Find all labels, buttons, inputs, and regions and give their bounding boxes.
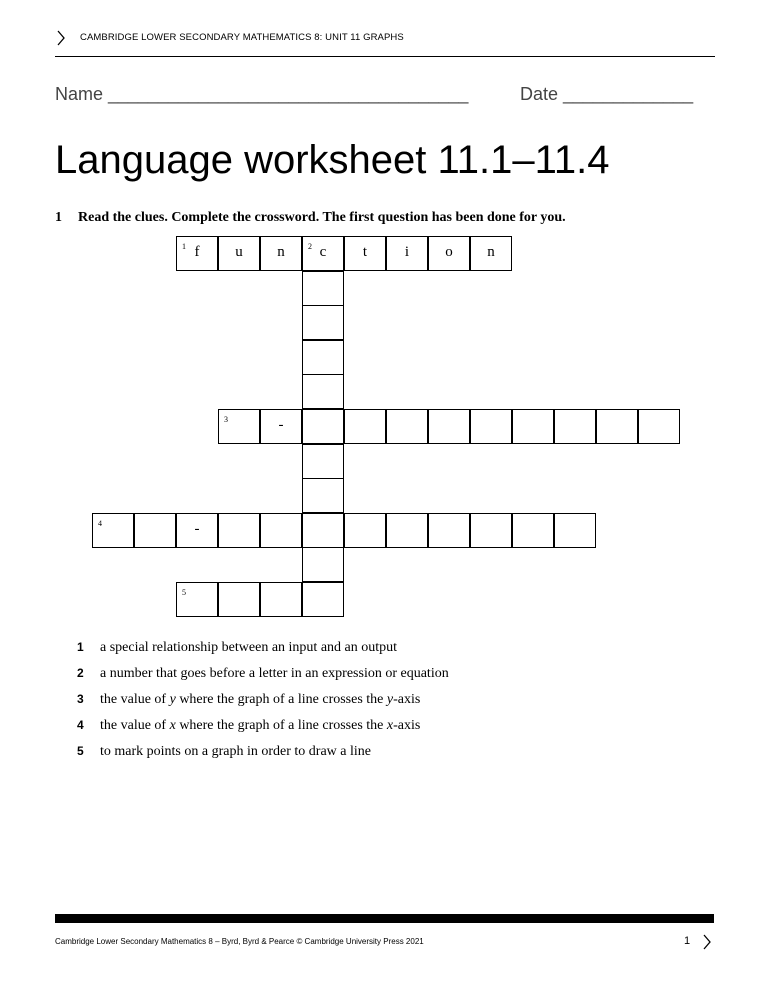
cell-clue-number: 4 <box>98 519 102 528</box>
clue-number: 5 <box>77 744 84 758</box>
crossword-cell[interactable] <box>512 513 554 548</box>
cell-letter: t <box>362 244 368 260</box>
crossword-cell[interactable] <box>302 444 344 479</box>
cell-clue-number: 1 <box>182 242 186 251</box>
crossword-cell[interactable] <box>218 236 260 271</box>
crossword-cell[interactable] <box>512 409 554 444</box>
crossword-cell[interactable] <box>218 513 260 548</box>
next-page-chevron-icon[interactable] <box>702 934 712 950</box>
crossword-cell[interactable] <box>470 409 512 444</box>
crossword-cell[interactable] <box>386 409 428 444</box>
clue-2 <box>77 666 449 692</box>
crossword-cell[interactable] <box>260 513 302 548</box>
crossword-cell[interactable] <box>302 236 344 271</box>
crossword-cell[interactable] <box>302 271 344 306</box>
clue-text: to mark points on a graph in order to draw a line <box>100 744 371 759</box>
crossword-cell[interactable] <box>302 340 344 375</box>
footer-citation: Cambridge Lower Secondary Mathematics 8 – Byrd, Byrd & Pearce © Cambridge University Press 2021 <box>55 937 424 946</box>
crossword-cell[interactable] <box>470 236 512 271</box>
crossword-cell[interactable] <box>344 236 386 271</box>
crossword-cell[interactable] <box>260 409 302 444</box>
clue-number: 1 <box>77 640 84 654</box>
cell-letter: u <box>235 244 243 260</box>
crossword-cell[interactable] <box>302 305 344 340</box>
crossword-cell[interactable] <box>386 513 428 548</box>
crossword-cell[interactable] <box>260 236 302 271</box>
page-number: 1 <box>684 935 691 947</box>
name-field[interactable]: Name ____________________________________ <box>55 84 469 104</box>
crossword-cell[interactable] <box>428 513 470 548</box>
crossword-cell[interactable] <box>302 409 344 444</box>
cell-letter: n <box>487 244 495 260</box>
crossword-cell[interactable] <box>344 513 386 548</box>
crossword-cell[interactable] <box>176 513 218 548</box>
crossword-cell[interactable] <box>638 409 680 444</box>
clue-1 <box>77 640 449 666</box>
crossword-cell[interactable] <box>554 409 596 444</box>
crossword-cell[interactable] <box>428 409 470 444</box>
crossword-cell[interactable] <box>218 409 260 444</box>
crossword-cell[interactable] <box>302 478 344 513</box>
crossword-cell[interactable] <box>386 236 428 271</box>
crossword-cell[interactable] <box>302 374 344 409</box>
page-title: Language worksheet 11.1–11.4 <box>55 138 610 182</box>
footer-bar <box>55 914 714 923</box>
clue-list <box>77 640 449 770</box>
clue-text: a number that goes before a letter in an expression or equation <box>100 666 449 681</box>
crossword-cell[interactable] <box>134 513 176 548</box>
question-instruction: Read the clues. Complete the crossword. The first question has been done for you. <box>78 210 566 225</box>
clue-5 <box>77 744 449 770</box>
crossword-cell[interactable] <box>344 409 386 444</box>
crossword-cell[interactable] <box>176 582 218 617</box>
cell-clue-number: 5 <box>182 588 186 597</box>
crossword-cell[interactable] <box>218 582 260 617</box>
cell-letter: - <box>278 417 284 433</box>
clue-3 <box>77 692 449 718</box>
crossword-cell[interactable] <box>470 513 512 548</box>
crossword-cell[interactable] <box>260 582 302 617</box>
clue-4 <box>77 718 449 744</box>
crossword-cell[interactable] <box>596 409 638 444</box>
clue-number: 2 <box>77 666 84 680</box>
clue-text: a special relationship between an input and an output <box>100 640 398 655</box>
clue-number: 3 <box>77 692 84 706</box>
cell-letter: - <box>194 521 200 537</box>
header-rule <box>55 56 715 57</box>
clue-number: 4 <box>77 718 84 732</box>
clue-text: the value of x where the graph of a line crosses the x-axis <box>100 718 421 733</box>
cell-letter: c <box>319 244 327 260</box>
crossword-cell[interactable] <box>428 236 470 271</box>
running-header: CAMBRIDGE LOWER SECONDARY MATHEMATICS 8: UNIT 11 GRAPHS <box>80 32 404 43</box>
cell-letter: f <box>194 244 200 260</box>
cell-letter: o <box>445 244 453 260</box>
date-field[interactable]: Date _____________ <box>520 84 694 104</box>
crossword-cell[interactable] <box>302 582 344 617</box>
crossword-cell[interactable] <box>302 513 344 548</box>
crossword-cell[interactable] <box>302 547 344 582</box>
crossword-cell[interactable] <box>554 513 596 548</box>
cell-clue-number: 2 <box>308 242 312 251</box>
crossword-cell[interactable] <box>92 513 134 548</box>
crossword-cell[interactable] <box>176 236 218 271</box>
question-number: 1 <box>55 210 62 225</box>
cell-letter: i <box>404 244 410 260</box>
clue-text: the value of y where the graph of a line crosses the y-axis <box>100 692 421 707</box>
cell-clue-number: 3 <box>224 415 228 424</box>
chevron-right-icon <box>56 30 66 46</box>
cell-letter: n <box>277 244 285 260</box>
